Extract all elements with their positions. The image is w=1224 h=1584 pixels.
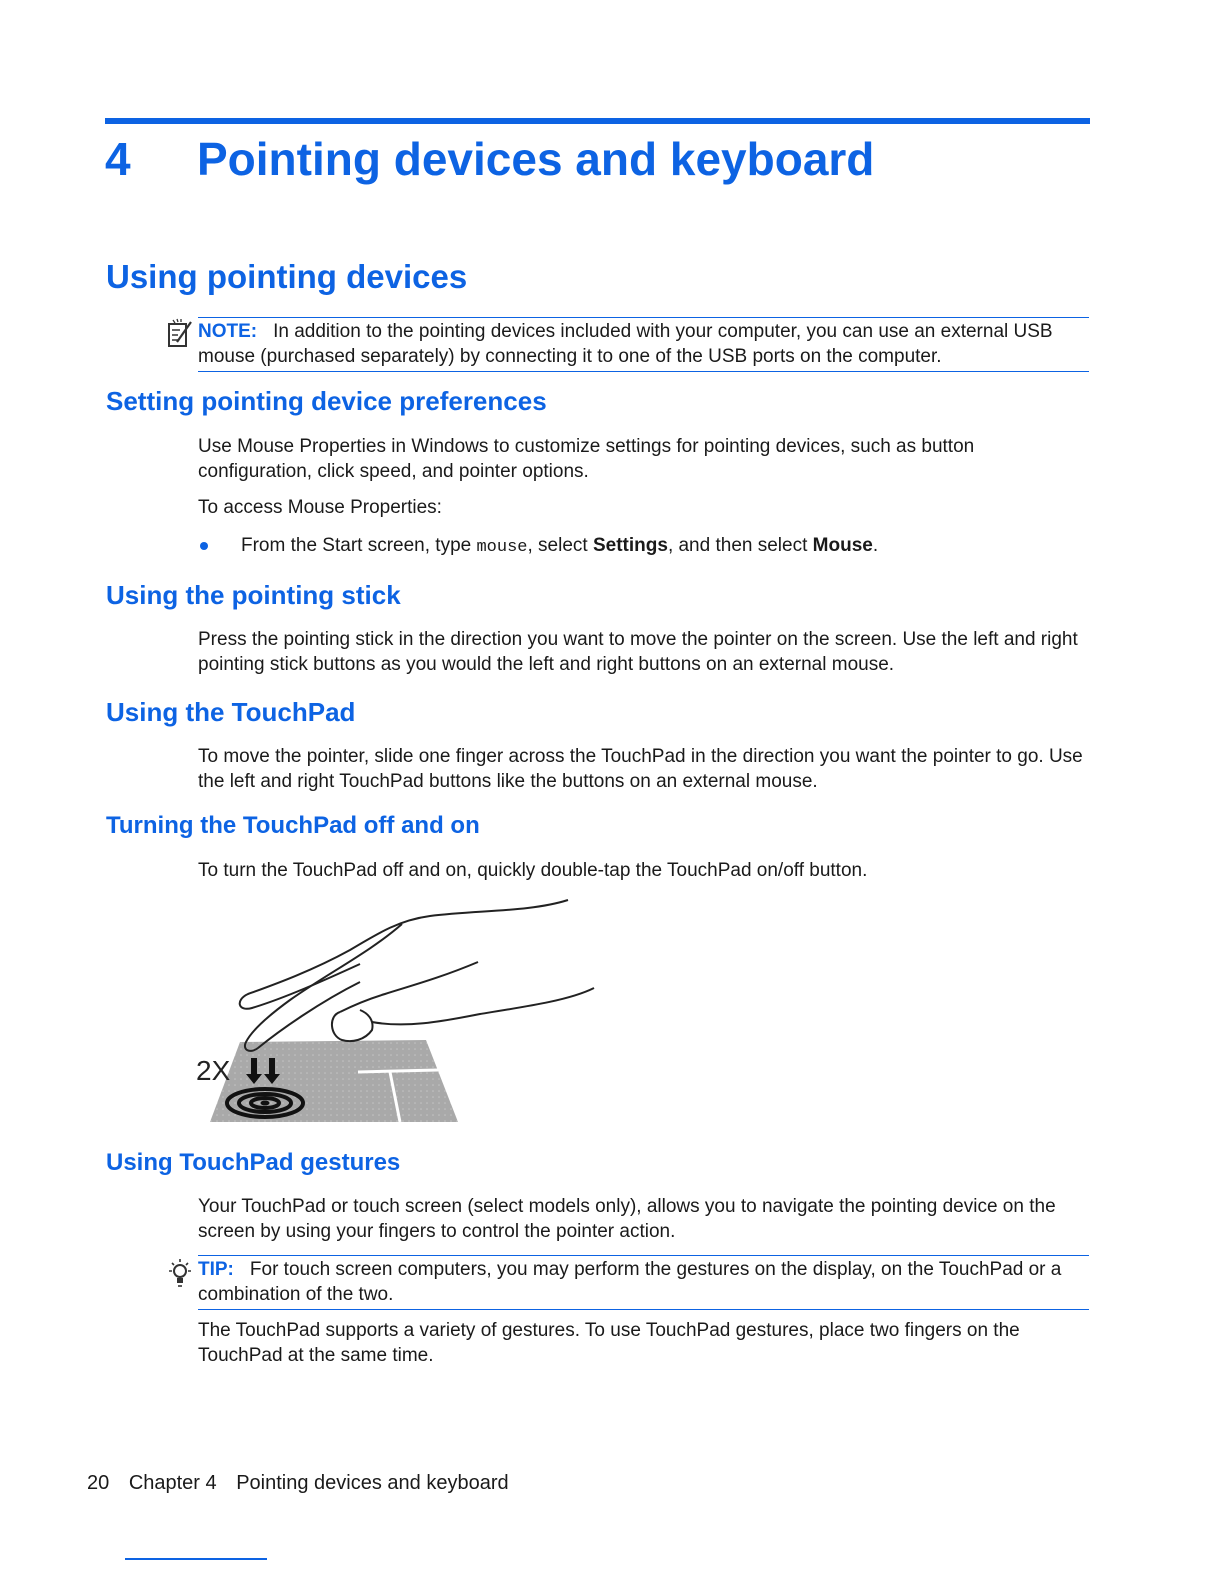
page-number: 20 [87,1472,110,1494]
gestures-heading: Using TouchPad gestures [106,1149,401,1176]
preferences-para-1: Use Mouse Properties in Windows to customize settings for pointing devices, such as button configuration, click speed, and pointer options. [198,436,975,482]
toggle-para: To turn the TouchPad off and on, quickly double-tap the TouchPad on/off button. [198,860,868,881]
gestures-para-1: Your TouchPad or touch screen (select models only), allows you to navigate the pointing device on the screen by using your fingers to control the pointer action. [198,1196,1056,1242]
chapter-title [105,132,874,186]
hand-icon [240,900,594,1051]
tip-box [198,1255,1089,1310]
touchpad-button-icon [227,1089,303,1117]
footer-rule [125,1558,267,1560]
note-text: In addition to the pointing devices included with your computer, you can use an external USB mouse (purchased separately) by connecting it to one of the USB ports on the computer. [198,321,1053,367]
footer-title: Pointing devices and keyboard [236,1472,509,1494]
settings-term: Settings [592,535,668,556]
chapter-rule [105,118,1090,124]
preferences-para-2: To access Mouse Properties: [198,497,442,518]
tip-label: TIP: [198,1259,234,1280]
chapter-number: 4 [105,133,131,185]
page-footer [87,1472,523,1495]
gestures-para-2: The TouchPad supports a variety of gestures. To use TouchPad gestures, place two fingers on the TouchPad at the same time. [198,1320,1020,1366]
note-box [198,317,1089,372]
note-label: NOTE: [198,321,258,342]
preferences-heading: Setting pointing device preferences [106,386,547,416]
mouse-term: Mouse [812,535,873,556]
lightbulb-icon [165,1257,195,1291]
touchpad-double-tap-illustration [190,890,610,1130]
bullet-text: From the Start screen, type mouse, select Settings, and then select Mouse. [241,535,879,557]
section-title: Using pointing devices [106,258,468,295]
stick-para: Press the pointing stick in the direction you want to move the pointer on the screen. Use the left and right pointing stick buttons as you would the left and right buttons on an external mouse. [198,629,1078,675]
code-mouse: mouse [476,538,528,557]
chapter-title-text: Pointing devices and keyboard [197,133,875,185]
tip-text: For touch screen computers, you may perform the gestures on the display, on the TouchPad or a combination of the two. [198,1259,1062,1305]
illustration-label: 2X [196,1055,231,1086]
stick-heading: Using the pointing stick [106,580,401,610]
touchpad-heading: Using the TouchPad [106,697,356,727]
note-pencil-icon [166,318,194,350]
footer-chapter: Chapter 4 [128,1472,217,1494]
touchpad-para: To move the pointer, slide one finger across the TouchPad in the direction you want the pointer to go. Use the left and right TouchPad buttons like the buttons on an external mouse. [198,746,1083,792]
bullet-dot [200,542,208,550]
toggle-heading: Turning the TouchPad off and on [106,812,480,839]
